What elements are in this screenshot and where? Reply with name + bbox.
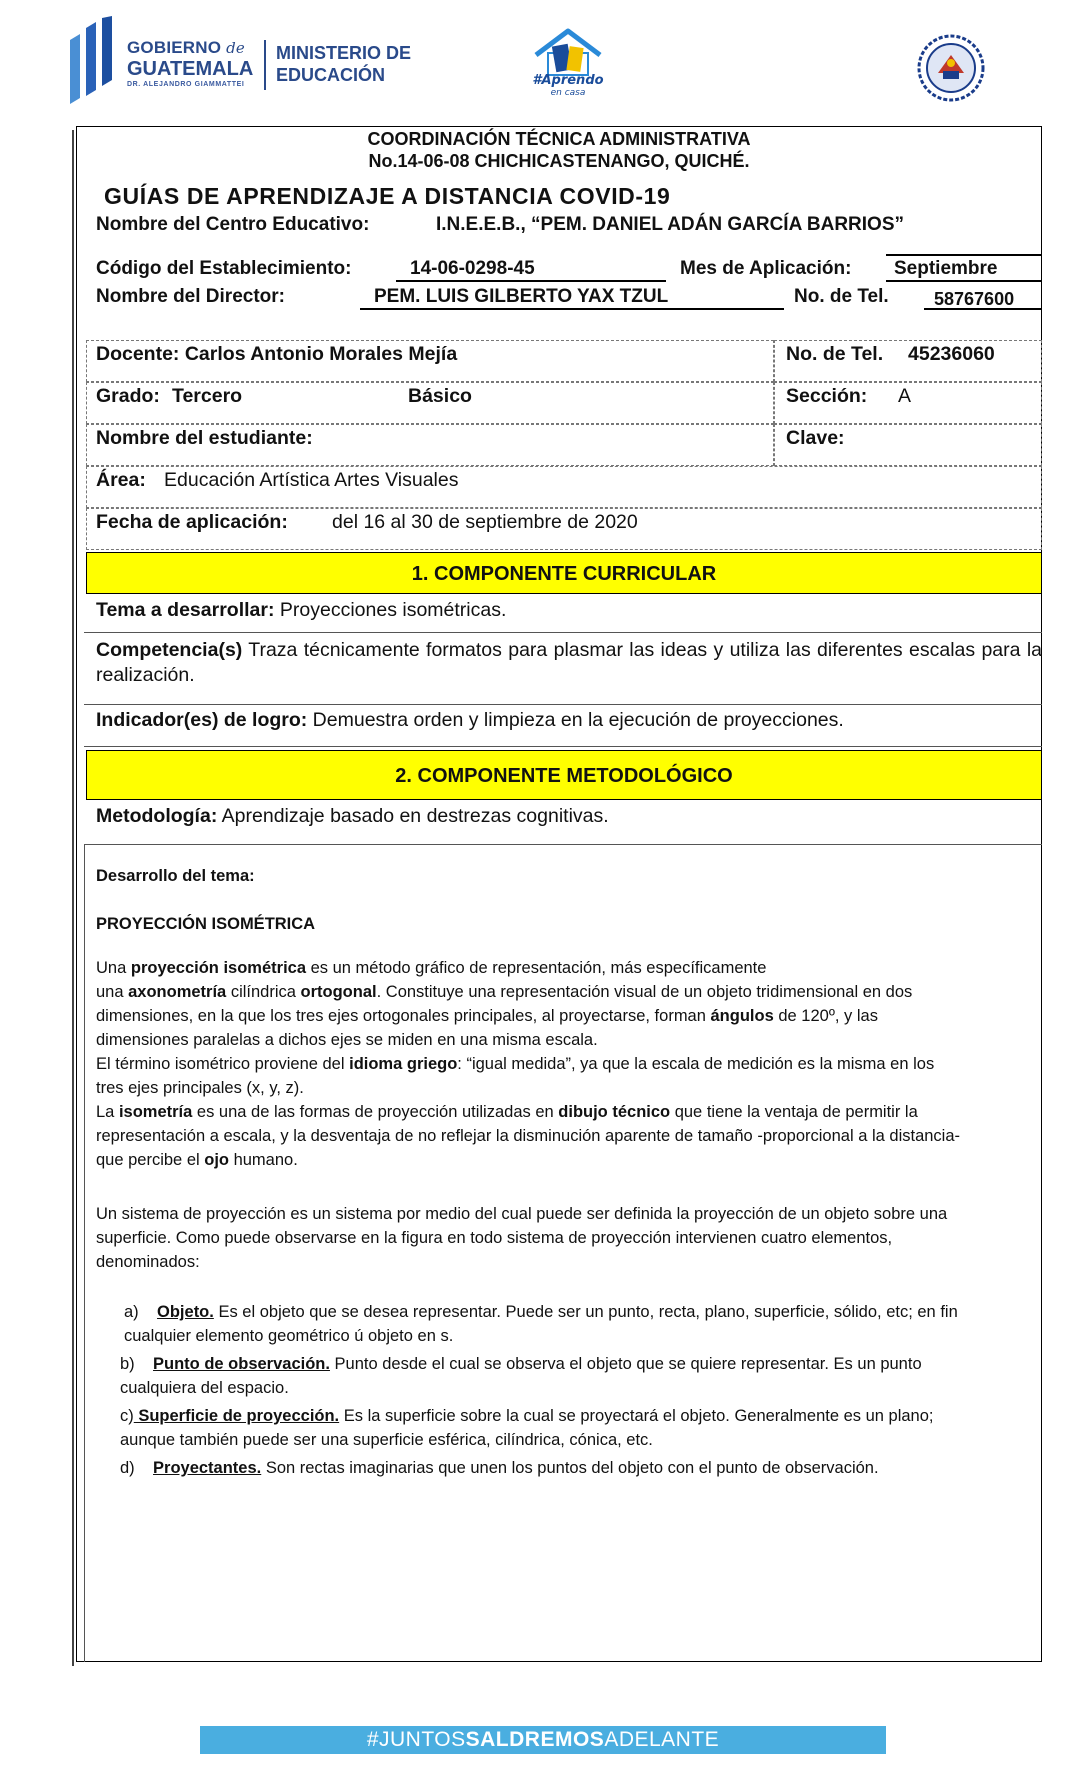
student-label: Nombre del estudiante: [96,427,313,449]
section-subtitle: PROYECCIÓN ISOMÉTRICA [96,915,316,933]
section-value: A [898,385,912,407]
director-underline [360,308,784,310]
code-value: 14-06-0298-45 [410,258,535,279]
divider [84,632,1042,633]
list-item: a) Objeto. Es el objeto que se desea representar. Puede ser un punto, recta, plano, superficie, sólido, etc; en fin cualquier elemento geométrico ú objeto en s. [124,1303,958,1345]
director-label: Nombre del Director: [96,286,285,307]
school-seal-icon [916,33,986,103]
aprendo-en-casa-text: #Aprendo en casa [532,73,604,98]
methodology-row: Metodología: Aprendizaje basado en destrezas cognitivas. [96,805,609,827]
date-label: Fecha de aplicación: [96,511,288,533]
indicator-row: Indicador(es) de logro: Demuestra orden y limpieza en la ejecución de proyecciones. [96,709,844,731]
gobierno-logo-text: GOBIERNO de GUATEMALA DR. ALEJANDRO GIAMMATTEI [127,38,254,88]
teacher-phone-value: 45236060 [908,343,995,365]
paragraph-1: Una proyección isométrica es un método gráfico de representación, más específicamente una axonometría cilíndrica ortogonal. Constituye una representación visual de un objeto tridimensional en dos dimensiones, en la que los tres ejes ortogonales principales, al proyectarse, forman ángulos de 120º, y las dimensiones paralelas a dichos ejes se miden en una misma escala. El término isométrico proviene del idioma griego: “igual medida”, ya que la escala de medición es la misma en los tres ejes principales (x, y, z). La isometría es una de las formas de proyección utilizadas en dibujo técnico que tiene la ventaja de permitir la representación a escala, y la desventaja de no reflejar la disminución aparente de tamaño -proporcional a la distancia- que percibe el ojo humano. [96,959,961,1169]
paragraph-2: Un sistema de proyección es un sistema por medio del cual puede ser definida la proyección de un objeto sobre una superficie. Como puede observarse en la figura en todo sistema de proyección intervienen cuatro elementos, denominados: [96,1205,948,1271]
list-item: c) Superficie de proyección. Es la superficie sobre la cual se proyectará el objeto. Generalmente es un plano; aunque también puede ser una superficie esférica, cilíndrica, cónica, etc. [120,1407,934,1449]
area-label: Área: [96,469,146,491]
month-value: Septiembre [894,258,998,279]
divider [84,704,1042,705]
school-name-value: I.N.E.E.B., “PEM. DANIEL ADÁN GARCÍA BARRIOS” [436,214,904,235]
school-name-label: Nombre del Centro Educativo: [96,214,370,235]
grade-value: Tercero [172,385,243,407]
component-curricular-heading: 1. COMPONENTE CURRICULAR [86,552,1042,594]
frame-left-border [72,130,74,1666]
list-item: b) Punto de observación. Punto desde el cual se observa el objeto que se quiere representar. Es un punto cualquiera del espacio. [120,1355,922,1397]
month-label: Mes de Aplicación: [680,258,852,279]
ministerio-logo-text: MINISTERIO DE EDUCACIÓN [276,43,412,85]
month-underline [886,280,1042,282]
guide-title: GUÍAS DE APRENDIZAJE A DISTANCIA COVID-19 [104,183,671,209]
level-value: Básico [408,385,472,407]
content-left-border [84,844,85,1662]
teacher-phone-label: No. de Tel. [786,343,884,365]
coordination-number: No.14-06-08 CHICHICASTENANGO, QUICHÉ. [368,151,750,171]
development-label: Desarrollo del tema: [96,867,255,885]
code-underline [396,280,666,282]
list-item: d) Proyectantes. Son rectas imaginarias que unen los puntos del objeto con el punto de observación. [120,1459,879,1477]
date-value: del 16 al 30 de septiembre de 2020 [332,511,638,533]
phone-underline [924,308,1042,310]
key-label: Clave: [786,427,845,449]
footer-slogan-banner: #JUNTOSSALDREMOSADELANTE [200,1726,886,1754]
competency-row: Competencia(s) Traza técnicamente formatos para plasmar las ideas y utiliza las diferentes escalas para la realización. [96,639,1042,686]
director-phone-label: No. de Tel. [794,286,889,307]
director-value: PEM. LUIS GILBERTO YAX TZUL [374,286,669,307]
month-overline [886,254,1042,256]
director-phone-value: 58767600 [934,289,1015,309]
code-label: Código del Establecimiento: [96,258,352,279]
area-value: Educación Artística Artes Visuales [164,469,459,491]
teacher-name: Docente: Carlos Antonio Morales Mejía [96,343,458,365]
section-label: Sección: [786,385,868,407]
guatemala-flag-logo-icon [66,16,114,106]
grade-label: Grado: [96,385,160,407]
divider [84,844,1042,845]
logo-separator [264,40,266,90]
component-metodologico-heading: 2. COMPONENTE METODOLÓGICO [86,750,1042,800]
coordination-title: COORDINACIÓN TÉCNICA ADMINISTRATIVA [367,129,751,149]
divider [84,746,1042,747]
topic-row: Tema a desarrollar: Proyecciones isométricas. [96,599,507,621]
